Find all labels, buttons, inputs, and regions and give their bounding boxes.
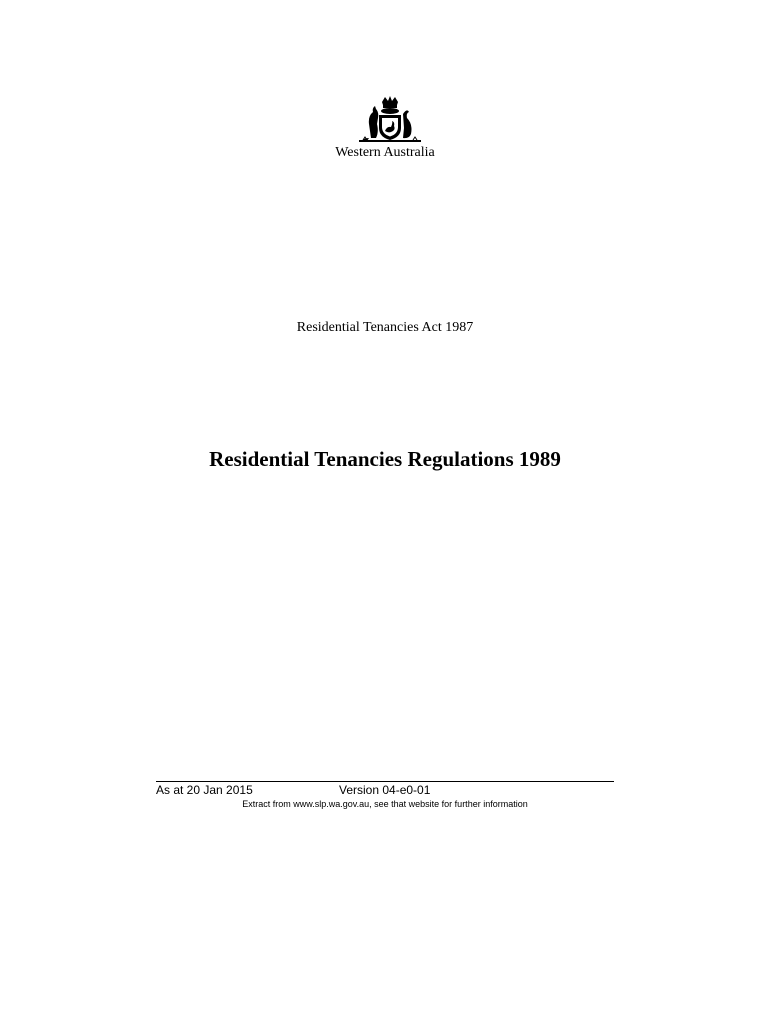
jurisdiction-label: Western Australia <box>335 145 435 160</box>
regulations-title: Residential Tenancies Regulations 1989 <box>209 447 561 471</box>
footer-version: Version 04-e0-01 <box>339 783 431 797</box>
footer-as-at-date: As at 20 Jan 2015 <box>156 783 253 797</box>
act-title: Residential Tenancies Act 1987 <box>296 320 474 335</box>
coat-of-arms-icon <box>357 94 423 144</box>
footer-divider <box>156 781 614 782</box>
footer-extract-note: Extract from www.slp.wa.gov.au, see that website for further information <box>242 799 528 809</box>
